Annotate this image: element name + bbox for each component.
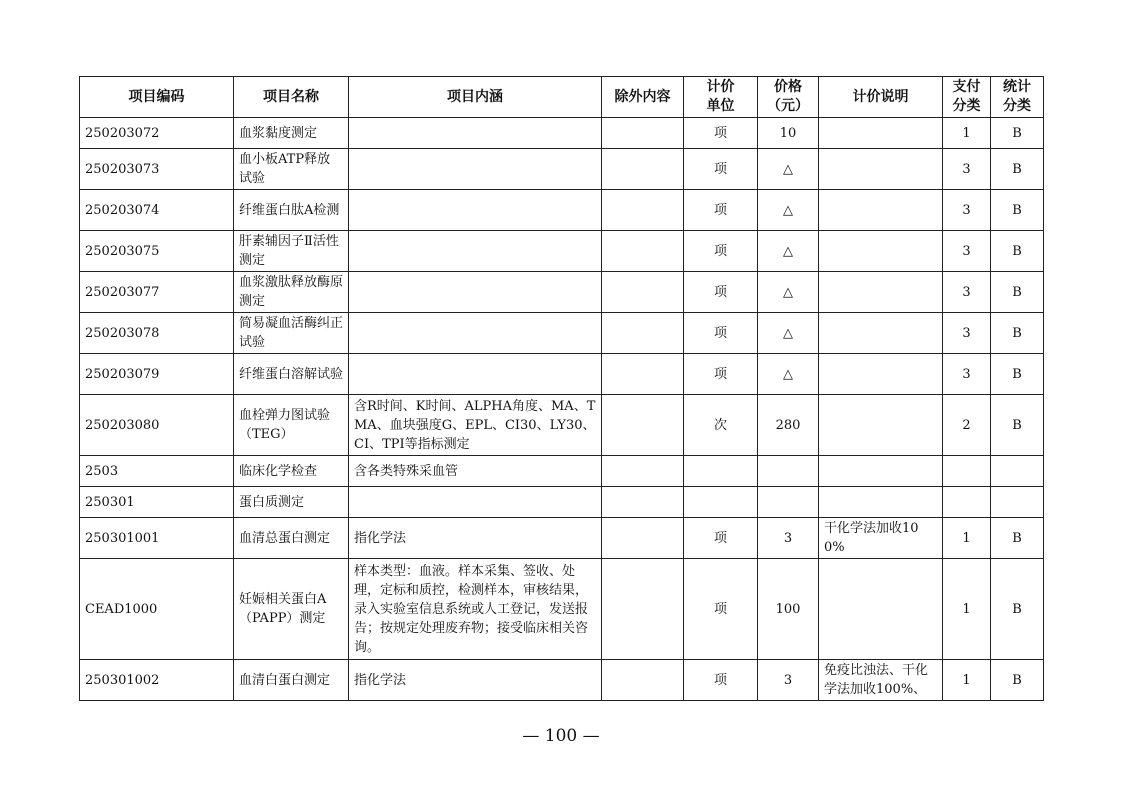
table-row — [80, 231, 1044, 272]
cell-unit: 项 — [684, 190, 758, 231]
cell-stat: B — [991, 354, 1044, 395]
cell-price: 100 — [758, 559, 819, 660]
cell-excluded — [602, 190, 684, 231]
cell-stat: B — [991, 559, 1044, 660]
cell-code: 250203072 — [80, 118, 234, 149]
cell-unit: 项 — [684, 231, 758, 272]
cell-pay — [943, 456, 991, 487]
cell-pay: 3 — [943, 190, 991, 231]
cell-price: △ — [758, 190, 819, 231]
cell-stat: B — [991, 660, 1044, 701]
cell-note — [819, 272, 943, 313]
table-row — [80, 456, 1044, 487]
cell-price — [758, 456, 819, 487]
cell-stat: B — [991, 518, 1044, 559]
cell-excluded — [602, 559, 684, 660]
cell-code: 250301 — [80, 487, 234, 518]
fee-table — [79, 76, 1044, 701]
cell-code: 250203080 — [80, 395, 234, 456]
cell-unit: 项 — [684, 313, 758, 354]
cell-code: 250301002 — [80, 660, 234, 701]
cell-note — [819, 395, 943, 456]
cell-note — [819, 354, 943, 395]
cell-content — [349, 118, 602, 149]
header-content: 项目内涵 — [349, 77, 602, 118]
cell-content — [349, 149, 602, 190]
cell-note — [819, 118, 943, 149]
cell-content: 含R时间、K时间、ALPHA角度、MA、TMA、血块强度G、EPL、CI30、LY30、CI、TPI等指标测定 — [349, 395, 602, 456]
cell-name: 血浆黏度测定 — [234, 118, 349, 149]
cell-stat: B — [991, 313, 1044, 354]
cell-note — [819, 487, 943, 518]
cell-name: 临床化学检查 — [234, 456, 349, 487]
cell-unit: 项 — [684, 149, 758, 190]
cell-price: △ — [758, 272, 819, 313]
cell-content — [349, 354, 602, 395]
table-row — [80, 118, 1044, 149]
cell-pay: 1 — [943, 559, 991, 660]
cell-stat: B — [991, 272, 1044, 313]
cell-price: △ — [758, 354, 819, 395]
cell-unit: 项 — [684, 118, 758, 149]
cell-stat: B — [991, 118, 1044, 149]
cell-stat: B — [991, 231, 1044, 272]
cell-excluded — [602, 354, 684, 395]
cell-stat — [991, 456, 1044, 487]
cell-excluded — [602, 149, 684, 190]
cell-price: △ — [758, 231, 819, 272]
cell-unit: 项 — [684, 660, 758, 701]
cell-excluded — [602, 518, 684, 559]
cell-excluded — [602, 395, 684, 456]
table-row — [80, 660, 1044, 701]
header-code: 项目编码 — [80, 77, 234, 118]
cell-name: 简易凝血活酶纠正试验 — [234, 313, 349, 354]
cell-pay: 3 — [943, 272, 991, 313]
header-stat: 统计 分类 — [991, 77, 1044, 118]
cell-code: 250203078 — [80, 313, 234, 354]
cell-excluded — [602, 487, 684, 518]
table-row — [80, 313, 1044, 354]
cell-code: 250203073 — [80, 149, 234, 190]
cell-content: 含各类特殊采血管 — [349, 456, 602, 487]
table-header-row — [80, 77, 1044, 118]
table-row — [80, 559, 1044, 660]
cell-price: △ — [758, 149, 819, 190]
cell-content — [349, 190, 602, 231]
fee-table-page — [79, 76, 1043, 701]
cell-code: CEAD1000 — [80, 559, 234, 660]
cell-price: 280 — [758, 395, 819, 456]
table-row — [80, 395, 1044, 456]
cell-unit: 项 — [684, 354, 758, 395]
cell-price: 3 — [758, 518, 819, 559]
cell-code: 250203077 — [80, 272, 234, 313]
cell-name: 血栓弹力图试验（TEG） — [234, 395, 349, 456]
cell-note: 干化学法加收100% — [819, 518, 943, 559]
cell-stat: B — [991, 190, 1044, 231]
cell-code: 250203079 — [80, 354, 234, 395]
cell-name: 肝素辅因子Ⅱ活性测定 — [234, 231, 349, 272]
cell-name: 纤维蛋白溶解试验 — [234, 354, 349, 395]
cell-pay: 1 — [943, 118, 991, 149]
cell-note — [819, 231, 943, 272]
page-number: — 100 — — [522, 726, 600, 746]
header-price: 价格 （元） — [758, 77, 819, 118]
header-excluded: 除外内容 — [602, 77, 684, 118]
table-row — [80, 487, 1044, 518]
cell-excluded — [602, 231, 684, 272]
table-body — [80, 118, 1044, 701]
cell-content: 指化学法 — [349, 660, 602, 701]
cell-pay — [943, 487, 991, 518]
cell-stat — [991, 487, 1044, 518]
cell-content: 指化学法 — [349, 518, 602, 559]
cell-pay: 3 — [943, 354, 991, 395]
cell-code: 250203074 — [80, 190, 234, 231]
cell-unit — [684, 456, 758, 487]
cell-unit: 次 — [684, 395, 758, 456]
cell-unit: 项 — [684, 272, 758, 313]
table-row — [80, 354, 1044, 395]
cell-name: 血浆激肽释放酶原测定 — [234, 272, 349, 313]
cell-name: 血清白蛋白测定 — [234, 660, 349, 701]
header-note: 计价说明 — [819, 77, 943, 118]
cell-name: 血清总蛋白测定 — [234, 518, 349, 559]
table-row — [80, 149, 1044, 190]
cell-unit: 项 — [684, 559, 758, 660]
cell-note: 免疫比浊法、干化学法加收100%、 — [819, 660, 943, 701]
cell-excluded — [602, 456, 684, 487]
table-row — [80, 190, 1044, 231]
cell-content — [349, 313, 602, 354]
cell-price: △ — [758, 313, 819, 354]
cell-note — [819, 559, 943, 660]
cell-unit — [684, 487, 758, 518]
cell-content: 样本类型：血液。样本采集、签收、处理，定标和质控，检测样本，审核结果，录入实验室信息系统或人工登记，发送报告；按规定处理废弃物；接受临床相关咨询。 — [349, 559, 602, 660]
cell-note — [819, 149, 943, 190]
cell-excluded — [602, 118, 684, 149]
cell-price: 10 — [758, 118, 819, 149]
cell-pay: 3 — [943, 313, 991, 354]
cell-note — [819, 456, 943, 487]
cell-name: 妊娠相关蛋白A（PAPP）测定 — [234, 559, 349, 660]
cell-unit: 项 — [684, 518, 758, 559]
cell-note — [819, 190, 943, 231]
cell-content — [349, 231, 602, 272]
cell-pay: 3 — [943, 149, 991, 190]
cell-name: 纤维蛋白肽A检测 — [234, 190, 349, 231]
cell-name: 蛋白质测定 — [234, 487, 349, 518]
cell-stat: B — [991, 395, 1044, 456]
table-row — [80, 518, 1044, 559]
header-pay: 支付 分类 — [943, 77, 991, 118]
cell-pay: 3 — [943, 231, 991, 272]
cell-excluded — [602, 272, 684, 313]
cell-price: 3 — [758, 660, 819, 701]
header-name: 项目名称 — [234, 77, 349, 118]
cell-note — [819, 313, 943, 354]
cell-content — [349, 272, 602, 313]
cell-code: 250301001 — [80, 518, 234, 559]
table-row — [80, 272, 1044, 313]
header-unit: 计价 单位 — [684, 77, 758, 118]
cell-stat: B — [991, 149, 1044, 190]
cell-price — [758, 487, 819, 518]
cell-content — [349, 487, 602, 518]
cell-name: 血小板ATP释放试验 — [234, 149, 349, 190]
cell-excluded — [602, 660, 684, 701]
cell-code: 2503 — [80, 456, 234, 487]
cell-pay: 2 — [943, 395, 991, 456]
cell-code: 250203075 — [80, 231, 234, 272]
cell-excluded — [602, 313, 684, 354]
cell-pay: 1 — [943, 518, 991, 559]
cell-pay: 1 — [943, 660, 991, 701]
